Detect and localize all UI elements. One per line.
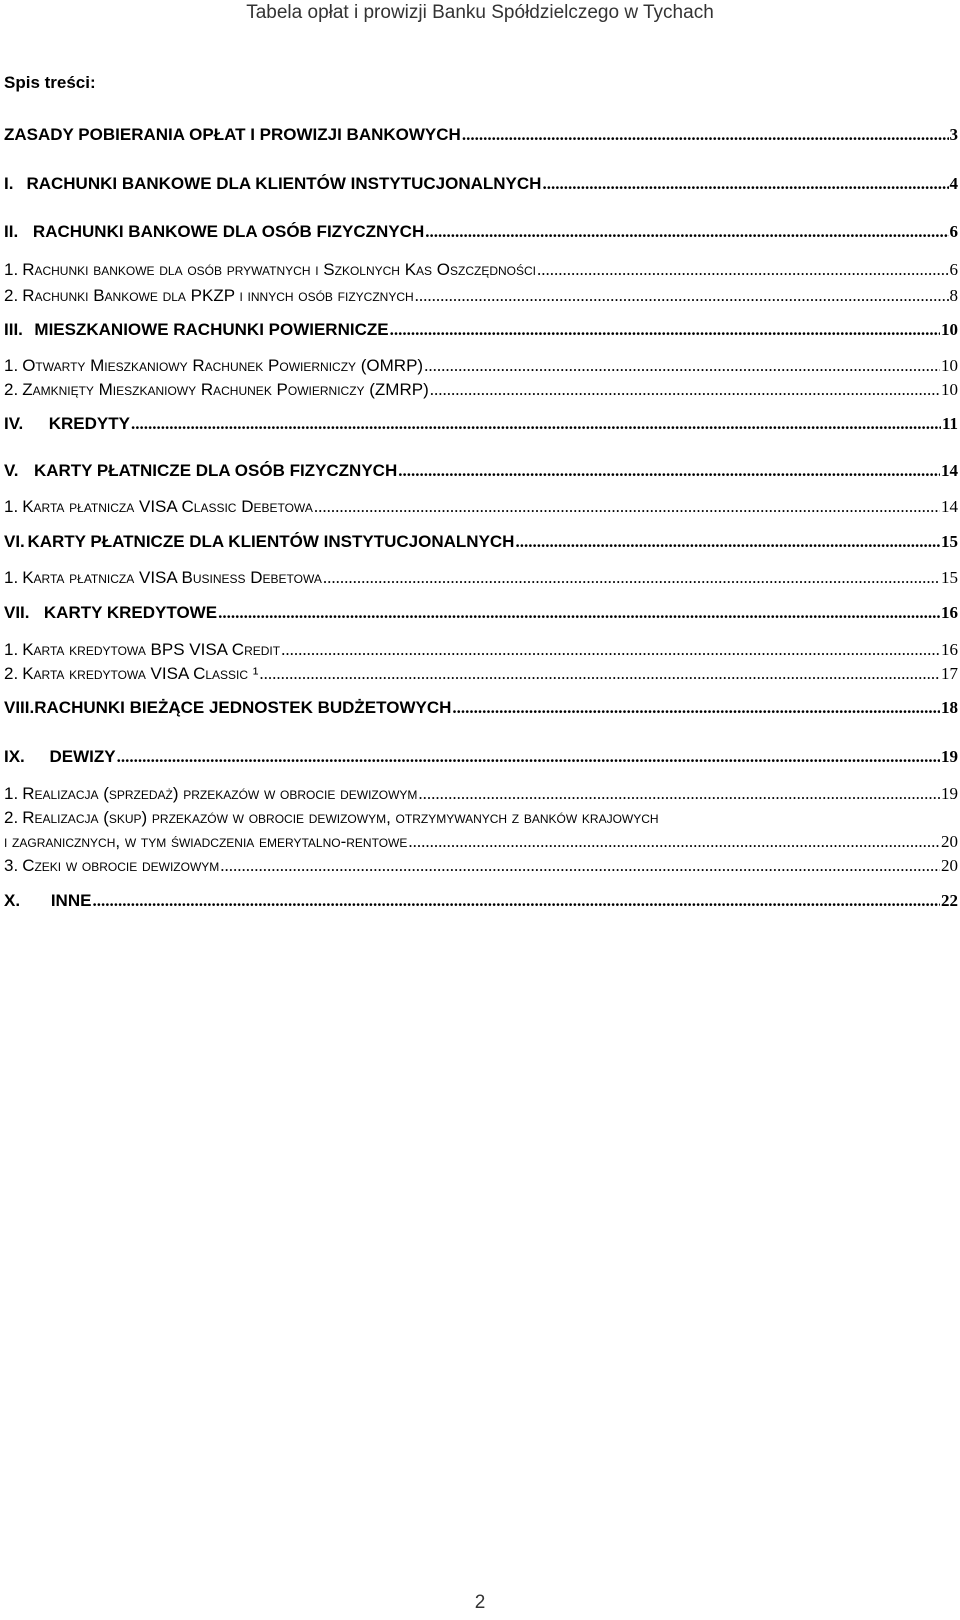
toc-heading: Spis treści: <box>4 73 96 92</box>
toc-entry-number: IV. <box>4 414 24 433</box>
toc-page-number: 6 <box>949 222 958 241</box>
toc-entry[interactable] <box>4 124 958 146</box>
toc-page-number: 20 <box>941 856 958 875</box>
toc-leader-dots <box>430 379 940 401</box>
toc-entry-number: 1. <box>4 356 19 375</box>
toc-page-number: 16 <box>941 603 958 622</box>
toc-page-number: 10 <box>941 356 958 375</box>
toc-page-number: 15 <box>941 568 958 587</box>
page-number: 2 <box>474 1592 486 1613</box>
toc-entry[interactable] <box>4 783 958 805</box>
toc-leader-dots <box>462 124 949 146</box>
toc-entry[interactable] <box>4 697 958 719</box>
toc-entry[interactable] <box>4 663 958 685</box>
toc-page-number: 15 <box>941 532 958 551</box>
toc-entry[interactable] <box>4 639 958 661</box>
toc-entry-label: INNE <box>50 891 92 910</box>
toc-page-number: 11 <box>941 414 958 433</box>
toc-entry-label: KARTY PŁATNICZE DLA OSÓB FIZYCZNYCH <box>33 461 398 480</box>
toc-leader-dots <box>218 602 940 624</box>
toc-entry-number: I. <box>4 174 14 193</box>
toc-entry[interactable] <box>4 567 958 589</box>
toc-entry[interactable] <box>4 496 958 518</box>
toc-entry-label: KREDYTY <box>48 414 130 433</box>
toc-leader-dots <box>537 259 949 281</box>
toc-leader-dots <box>323 567 940 589</box>
toc-leader-dots <box>415 285 949 307</box>
toc-entry-label: Zamknięty Mieszkaniowy Rachunek Powierniczy (ZMRP) <box>22 380 429 399</box>
toc-leader-dots <box>314 496 940 518</box>
toc-entry-number: III. <box>4 320 23 339</box>
toc-page-number: 4 <box>949 174 958 193</box>
toc-page-number: 6 <box>949 260 958 279</box>
toc-entry-number: 2. <box>4 380 19 399</box>
toc-entry-label: Karta kredytowa BPS VISA Credit <box>22 640 281 659</box>
toc-entry[interactable] <box>4 173 958 195</box>
toc-entry-number: 2. <box>4 664 19 683</box>
toc-entry-label: RACHUNKI BANKOWE DLA OSÓB FIZYCZNYCH <box>32 222 425 241</box>
toc-entry[interactable] <box>4 890 958 912</box>
toc-entry-label: Karta płatnicza VISA Classic Debetowa <box>22 497 313 516</box>
toc-entry[interactable] <box>4 355 958 377</box>
toc-entry-number: X. <box>4 891 21 910</box>
toc-entry-number: 2. <box>4 286 19 305</box>
toc-entry-label: Karta płatnicza VISA Business Debetowa <box>22 568 322 587</box>
toc-entry-label: Realizacja (sprzedaż) przekazów w obrocie dewizowym <box>22 784 418 803</box>
toc-leader-dots <box>515 531 940 553</box>
toc-entry[interactable] <box>4 285 958 307</box>
toc-entry-label: Rachunki bankowe dla osób prywatnych i Szkolnych Kas Oszczędności <box>22 260 536 279</box>
toc-entry[interactable] <box>4 259 958 281</box>
toc-entry-number: VII. <box>4 603 30 622</box>
toc-page-number: 14 <box>941 461 958 480</box>
toc-entry-number: 1. <box>4 260 19 279</box>
toc-entry[interactable] <box>4 221 958 243</box>
toc-entry-label: KARTY PŁATNICZE DLA KLIENTÓW INSTYTUCJONALNYCH <box>27 532 515 551</box>
toc-entry-label: RACHUNKI BANKOWE DLA KLIENTÓW INSTYTUCJONALNYCH <box>26 174 542 193</box>
toc-page-number: 22 <box>941 891 958 910</box>
toc-entry[interactable] <box>4 319 958 341</box>
toc-entry-label: Realizacja (skup) przekazów w obrocie dewizowym, otrzymywanych z banków krajowych <box>22 808 659 827</box>
toc-entry-number: VIII. <box>4 698 35 717</box>
toc-leader-dots <box>220 855 940 877</box>
toc-entry-number: 1. <box>4 497 19 516</box>
toc-entry-number: 3. <box>4 856 19 875</box>
toc-leader-dots <box>398 460 940 482</box>
toc-entry[interactable] <box>4 413 958 435</box>
page-header: Tabela opłat i prowizji Banku Spółdzielczego w Tychach <box>246 2 714 23</box>
toc-leader-dots <box>259 663 940 685</box>
toc-entry[interactable] <box>4 602 958 624</box>
toc-entry-number: V. <box>4 461 19 480</box>
toc-page-number: 19 <box>941 784 958 803</box>
toc-page-number: 17 <box>941 664 958 683</box>
toc-leader-dots <box>542 173 948 195</box>
toc-entry[interactable] <box>4 531 958 553</box>
toc-page-number: 19 <box>941 747 958 766</box>
toc-page-number: 3 <box>949 125 958 144</box>
toc-entry-number: II. <box>4 222 19 241</box>
toc-entry-number: 2. <box>4 808 19 827</box>
toc-entry[interactable] <box>4 379 958 401</box>
toc-leader-dots <box>131 413 941 435</box>
toc-entry-label: Otwarty Mieszkaniowy Rachunek Powierniczy (OMRP) <box>22 356 424 375</box>
toc-leader-dots <box>390 319 940 341</box>
toc-entry-number: VI. <box>4 532 25 551</box>
toc-entry[interactable] <box>4 746 958 768</box>
toc-entry-number: 1. <box>4 784 19 803</box>
toc-entry-label: DEWIZY <box>49 747 116 766</box>
toc-leader-dots <box>425 221 948 243</box>
toc-entry-label: KARTY KREDYTOWE <box>43 603 218 622</box>
toc-entry-number: 1. <box>4 568 19 587</box>
toc-entry[interactable] <box>4 831 958 853</box>
toc-leader-dots <box>424 355 940 377</box>
toc-entry-label: ZASADY POBIERANIA OPŁAT I PROWIZJI BANKOWYCH <box>4 125 461 144</box>
toc-entry-label: Rachunki Bankowe dla PKZP i innych osób fizycznych <box>22 286 414 305</box>
toc-page-number: 14 <box>941 497 958 516</box>
toc-page-number: 16 <box>941 640 958 659</box>
toc-entry-number: IX. <box>4 747 25 766</box>
toc-leader-dots <box>452 697 940 719</box>
toc-entry-label: i zagranicznych, w tym świadczenia emerytalno-rentowe <box>4 832 408 851</box>
toc-leader-dots <box>418 783 940 805</box>
toc-leader-dots <box>92 890 940 912</box>
toc-entry[interactable] <box>4 460 958 482</box>
toc-page-number: 18 <box>941 698 958 717</box>
toc-entry-label: Czeki w obrocie dewizowym <box>22 856 220 875</box>
toc-page-number: 20 <box>941 832 958 851</box>
toc-entry-label: RACHUNKI BIEŻĄCE JEDNOSTEK BUDŻETOWYCH <box>34 698 452 717</box>
toc-entry-label: Karta kredytowa VISA Classic ¹ <box>22 664 259 683</box>
toc-entry-number: 1. <box>4 640 19 659</box>
toc-entry[interactable] <box>4 807 958 829</box>
toc-leader-dots <box>408 831 940 853</box>
toc-page-number: 10 <box>941 380 958 399</box>
toc-page-number: 10 <box>941 320 958 339</box>
toc-leader-dots <box>117 746 940 768</box>
toc-leader-dots <box>281 639 940 661</box>
toc-page-number: 8 <box>949 286 958 305</box>
toc-entry[interactable] <box>4 855 958 877</box>
toc-entry-label: MIESZKANIOWE RACHUNKI POWIERNICZE <box>34 320 389 339</box>
